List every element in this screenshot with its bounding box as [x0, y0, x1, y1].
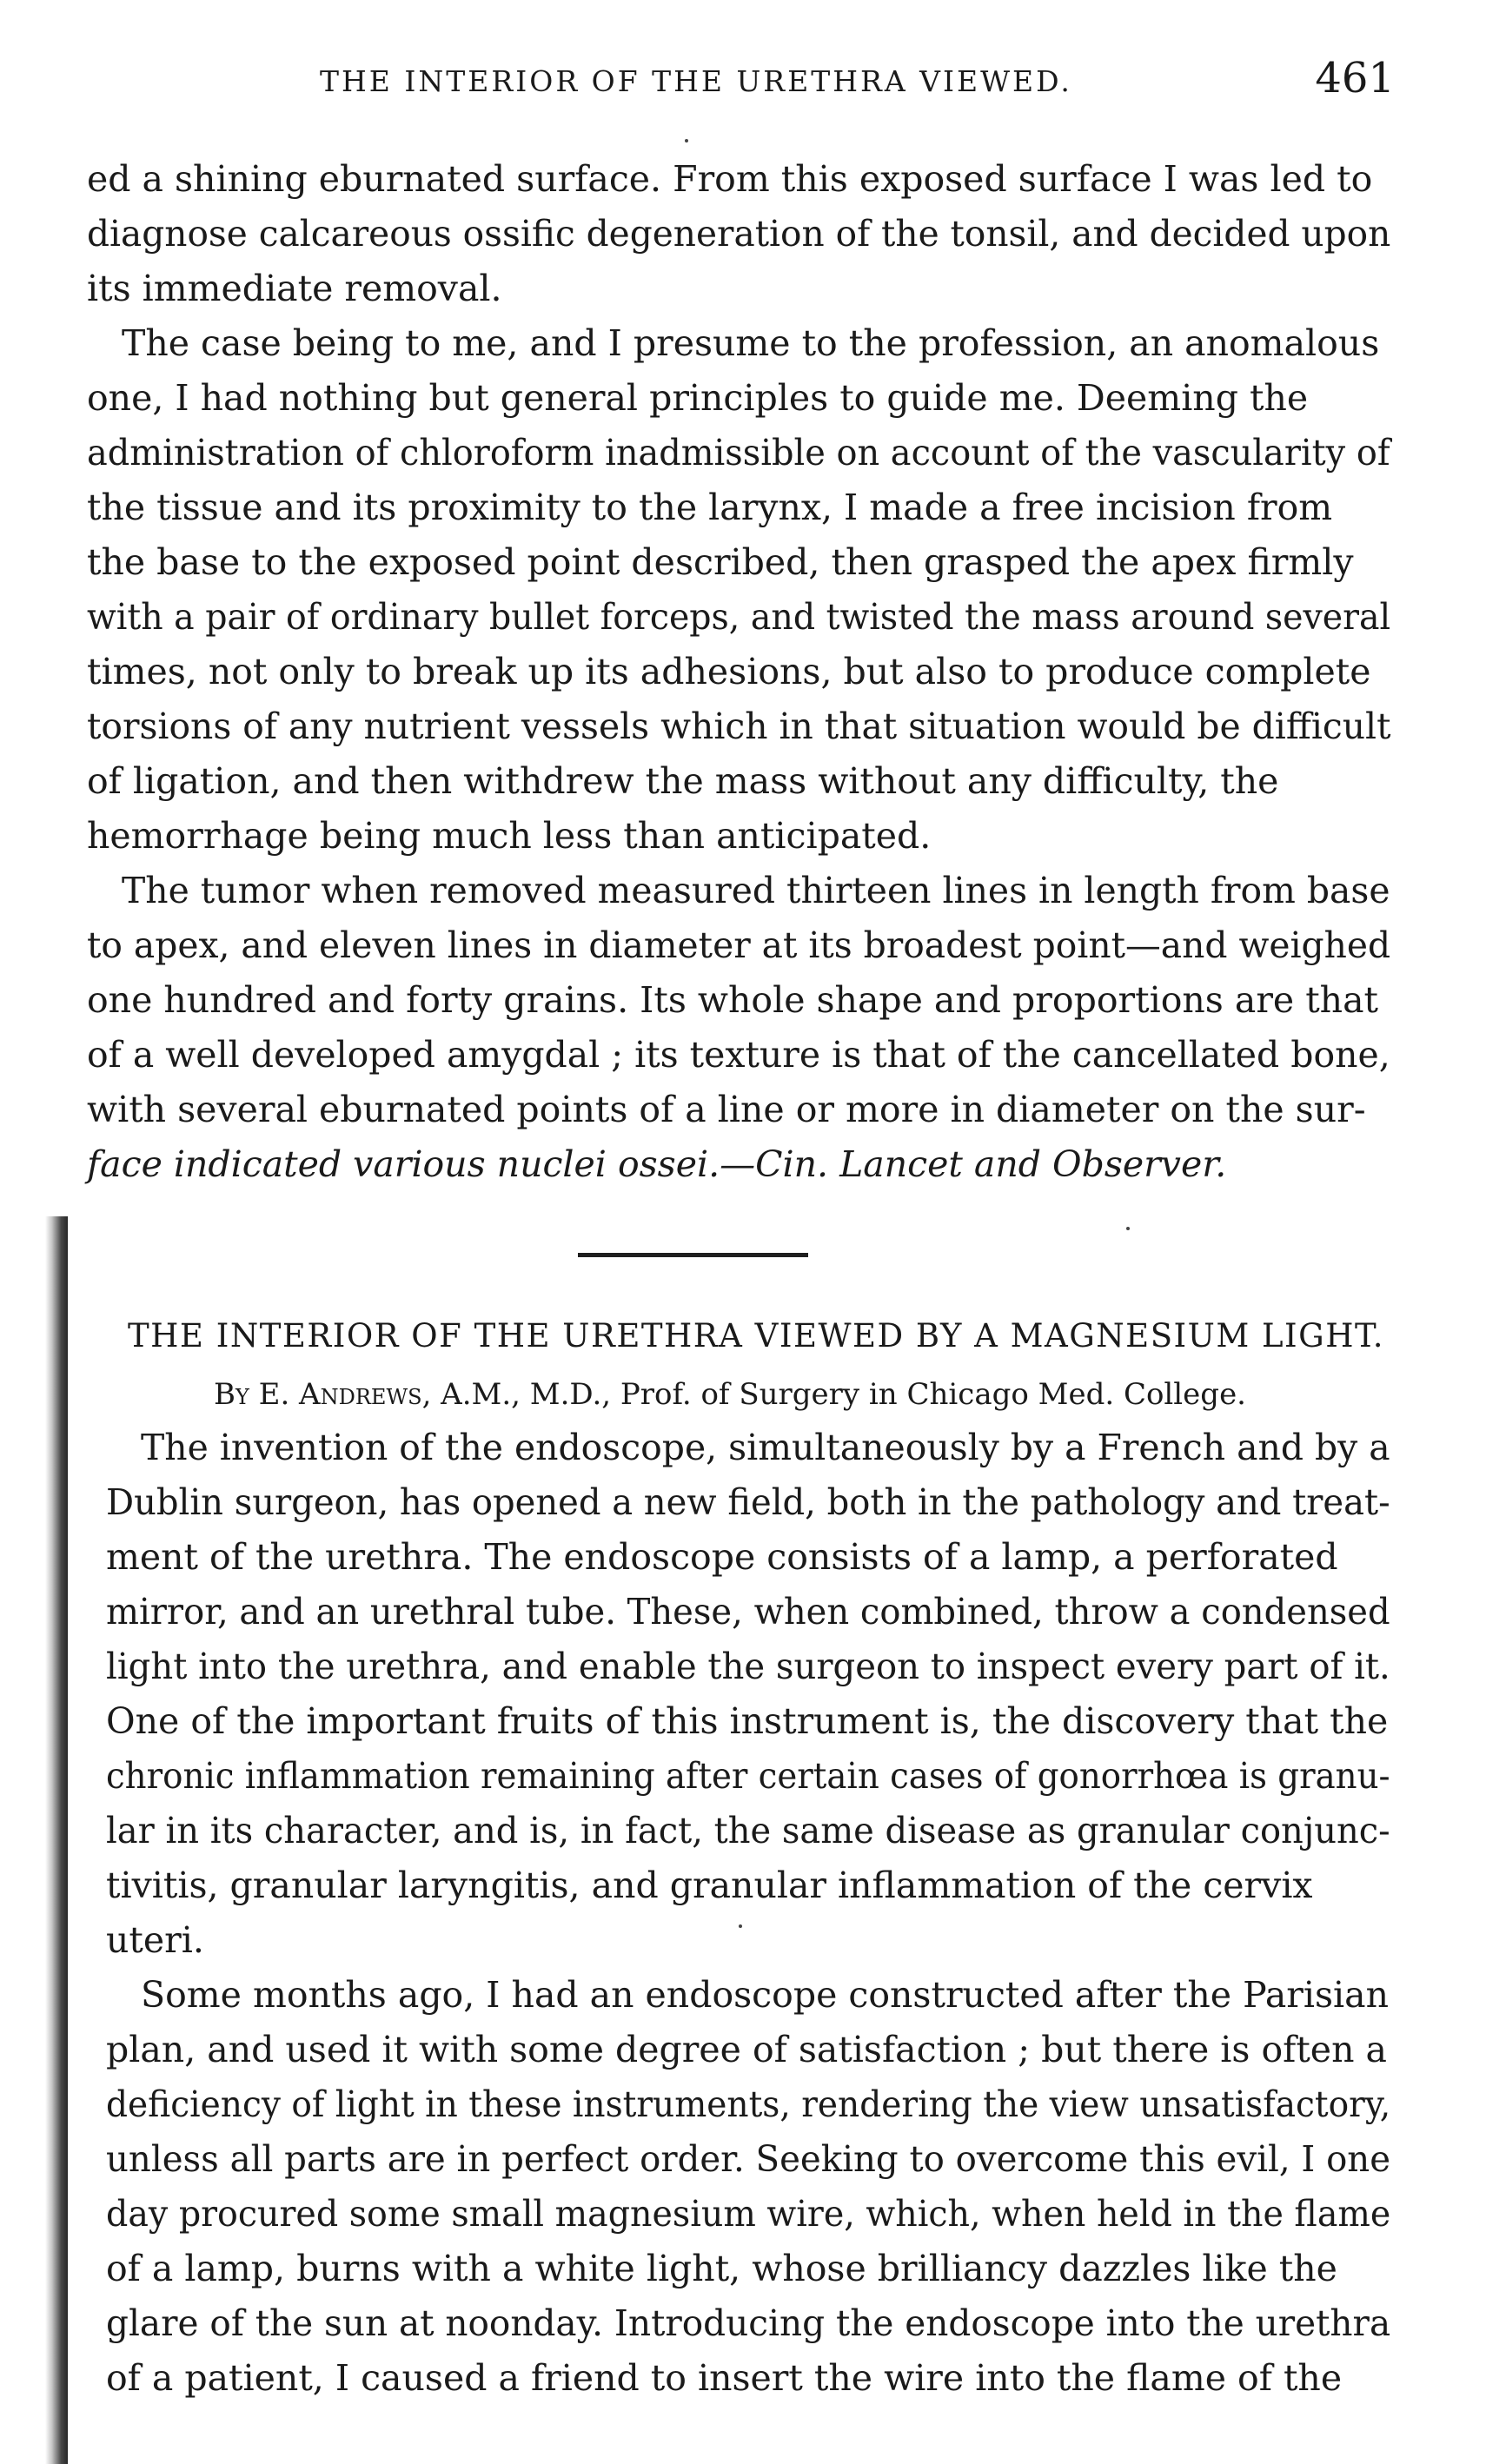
- text-line: The case being to me, and I presume to the profession, an anomalous: [122, 322, 1380, 364]
- running-title: THE INTERIOR OF THE URETHRA VIEWED.: [320, 64, 1072, 98]
- text-line: ment of the urethra. The endoscope consists of a lamp, a perforated: [106, 1536, 1338, 1578]
- text-line: Dublin surgeon, has opened a new field, both in the pathology and treat-: [106, 1481, 1390, 1523]
- text-line: times, not only to break up its adhesions, but also to produce complete: [87, 651, 1371, 692]
- text-line: to apex, and eleven lines in diameter at its broadest point—and weighed: [87, 924, 1391, 966]
- text-line: hemorrhage being much less than anticipated.: [87, 815, 932, 857]
- ink-speck: [685, 139, 688, 142]
- text-line: mirror, and an urethral tube. These, when combined, throw a condensed: [106, 1591, 1390, 1633]
- text-line: ed a shining eburnated surface. From this exposed surface I was led to: [87, 158, 1373, 200]
- text-line: with a pair of ordinary bullet forceps, and twisted the mass around several: [87, 596, 1391, 638]
- text-line: one, I had nothing but general principles to guide me. Deeming the: [87, 377, 1309, 419]
- text-line: unless all parts are in perfect order. Seeking to overcome this evil, I one: [106, 2138, 1391, 2180]
- text-line: Some months ago, I had an endoscope constructed after the Parisian: [141, 1974, 1390, 2016]
- text-line: torsions of any nutrient vessels which in that situation would be difficult: [87, 705, 1391, 747]
- ink-speck: [739, 1924, 742, 1928]
- page-number: 461: [1315, 54, 1395, 103]
- text-line: glare of the sun at noonday. Introducing the endoscope into the urethra: [106, 2302, 1391, 2344]
- article-heading: THE INTERIOR OF THE URETHRA VIEWED BY A MAGNESIUM LIGHT.: [127, 1317, 1384, 1355]
- text-line: tivitis, granular laryngitis, and granular inflammation of the cervix: [106, 1865, 1313, 1906]
- text-line: plan, and used it with some degree of satisfaction ; but there is often a: [106, 2029, 1387, 2070]
- text-line: face indicated various nuclei ossei.—Cin. Lancet and Observer.: [87, 1143, 1227, 1185]
- text-line: one hundred and forty grains. Its whole shape and proportions are that: [87, 979, 1379, 1021]
- byline: [122, 1377, 1338, 1425]
- text-line: of a lamp, burns with a white light, whose brilliancy dazzles like the: [106, 2248, 1337, 2289]
- text-line: administration of chloroform inadmissible on account of the vascularity of: [87, 432, 1390, 474]
- text-line: day procured some small magnesium wire, which, when held in the flame: [106, 2193, 1391, 2235]
- text-line: light into the urethra, and enable the surgeon to inspect every part of it.: [106, 1646, 1390, 1687]
- text-line: of ligation, and then withdrew the mass without any difficulty, the: [87, 760, 1279, 802]
- text-line: of a patient, I caused a friend to insert the wire into the flame of the: [106, 2357, 1343, 2399]
- byline-credentials: , A.M., M.D., Prof. of Surgery in Chicago Med. College.: [421, 1377, 1246, 1412]
- text-line: its immediate removal.: [87, 268, 502, 309]
- section-divider: [578, 1253, 808, 1257]
- text-line: the tissue and its proximity to the larynx, I made a free incision from: [87, 487, 1333, 528]
- text-line: chronic inflammation remaining after certain cases of gonorrhœa is granu-: [106, 1755, 1390, 1797]
- ink-speck: [1126, 1227, 1130, 1230]
- text-line: uteri.: [106, 1919, 204, 1961]
- text-line: the base to the exposed point described, then grasped the apex firmly: [87, 541, 1354, 583]
- text-line: One of the important fruits of this instrument is, the discovery that the: [106, 1700, 1389, 1742]
- text-line: with several eburnated points of a line or more in diameter on the sur-: [87, 1089, 1366, 1130]
- text-line: of a well developed amygdal ; its texture is that of the cancellated bone,: [87, 1034, 1390, 1076]
- text-line: diagnose calcareous ossific degeneration of the tonsil, and decided upon: [87, 213, 1391, 255]
- binding-shadow: [45, 1216, 68, 2464]
- byline-author: By E. Andrews: [213, 1377, 422, 1412]
- text-line: The tumor when removed measured thirteen lines in length from base: [122, 870, 1390, 911]
- running-head: [87, 54, 1395, 115]
- text-line: lar in its character, and is, in fact, the same disease as granular conjunc-: [106, 1810, 1390, 1851]
- text-line: The invention of the endoscope, simultaneously by a French and by a: [141, 1427, 1390, 1468]
- text-line: deficiency of light in these instruments, rendering the view unsatisfactory,: [106, 2083, 1391, 2125]
